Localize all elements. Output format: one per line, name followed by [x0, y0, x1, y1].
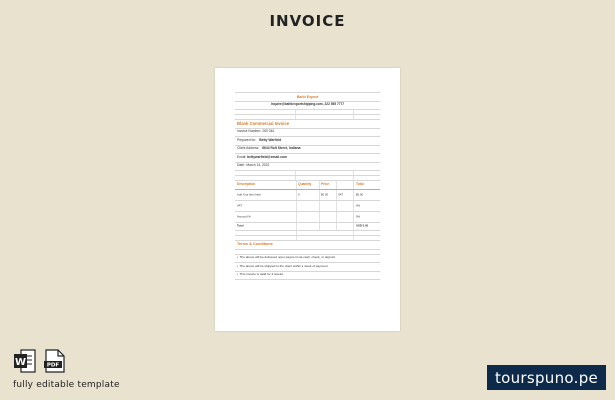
brand-logo[interactable]: tourspuno.pe	[487, 365, 606, 390]
pdf-doc-icon	[43, 348, 67, 374]
field-label: Client Address:	[237, 146, 260, 151]
company-name: Bathi Export	[235, 93, 380, 102]
table-row	[235, 190, 380, 201]
field-label: Date:	[237, 163, 245, 168]
field-value: 6644 Rolt Street, Indiana	[262, 146, 301, 151]
field-row	[235, 163, 380, 172]
item-price: $0.00	[321, 191, 328, 196]
item-description: VAT	[237, 202, 243, 207]
term-item	[235, 263, 380, 272]
svg-text:PDF: PDF	[46, 362, 60, 369]
field-label: Invoice Number:	[237, 129, 262, 134]
svg-text:W: W	[14, 357, 27, 368]
header-quantity: Quantity	[298, 181, 312, 186]
table-row	[235, 201, 380, 212]
page-title: INVOICE	[269, 12, 346, 30]
section-title	[235, 120, 380, 129]
term-item	[235, 272, 380, 281]
invoice-preview	[215, 68, 400, 331]
item-tax: VAT	[338, 191, 344, 196]
section-title-text: Blank Commercial Invoice	[237, 121, 290, 127]
field-value: Betty Warfield	[259, 137, 282, 142]
table-header	[235, 181, 380, 190]
field-label: Prepared for:	[237, 137, 257, 142]
total-value: USD 0.00	[356, 223, 369, 228]
field-value: March 14, 2022	[246, 163, 270, 168]
header-total: Total	[356, 181, 364, 186]
field-row	[235, 154, 380, 163]
header-description: Description	[237, 181, 256, 186]
total-row	[235, 223, 380, 232]
field-label: Email:	[237, 154, 247, 159]
invoice-sheet	[235, 88, 380, 280]
term-text: • The above will be shipped to the client within 1 week of payment.	[237, 263, 329, 268]
item-total: 0%	[356, 202, 361, 207]
field-row	[235, 129, 380, 138]
item-description: Add Your Item here	[237, 191, 261, 196]
field-value: 000 361	[262, 129, 275, 134]
terms-title-text: Terms & Conditions	[237, 242, 273, 247]
item-total: $0.00	[356, 191, 363, 196]
word-doc-icon	[13, 348, 37, 374]
term-text: • The above will be delivered upon payment via cash, check, or deposit.	[237, 255, 336, 260]
term-text: • This invoice is valid for 2 weeks.	[237, 272, 284, 277]
item-qty: 0	[298, 191, 300, 196]
total-label: Total	[237, 223, 244, 228]
header-price: Price	[321, 181, 330, 186]
item-total: 0%	[356, 213, 361, 218]
field-value: bettywarfield@email.com	[247, 154, 287, 159]
table-row	[235, 212, 380, 223]
terms-title	[235, 241, 380, 250]
field-row	[235, 146, 380, 155]
item-description: Amount I%	[237, 213, 251, 218]
file-format-icons	[13, 348, 67, 374]
tagline: fully editable template	[13, 380, 120, 390]
term-item	[235, 255, 380, 264]
field-row	[235, 137, 380, 146]
company-contact: Inquire@bathiexportshipping.com, 222 555 7777	[235, 102, 380, 111]
